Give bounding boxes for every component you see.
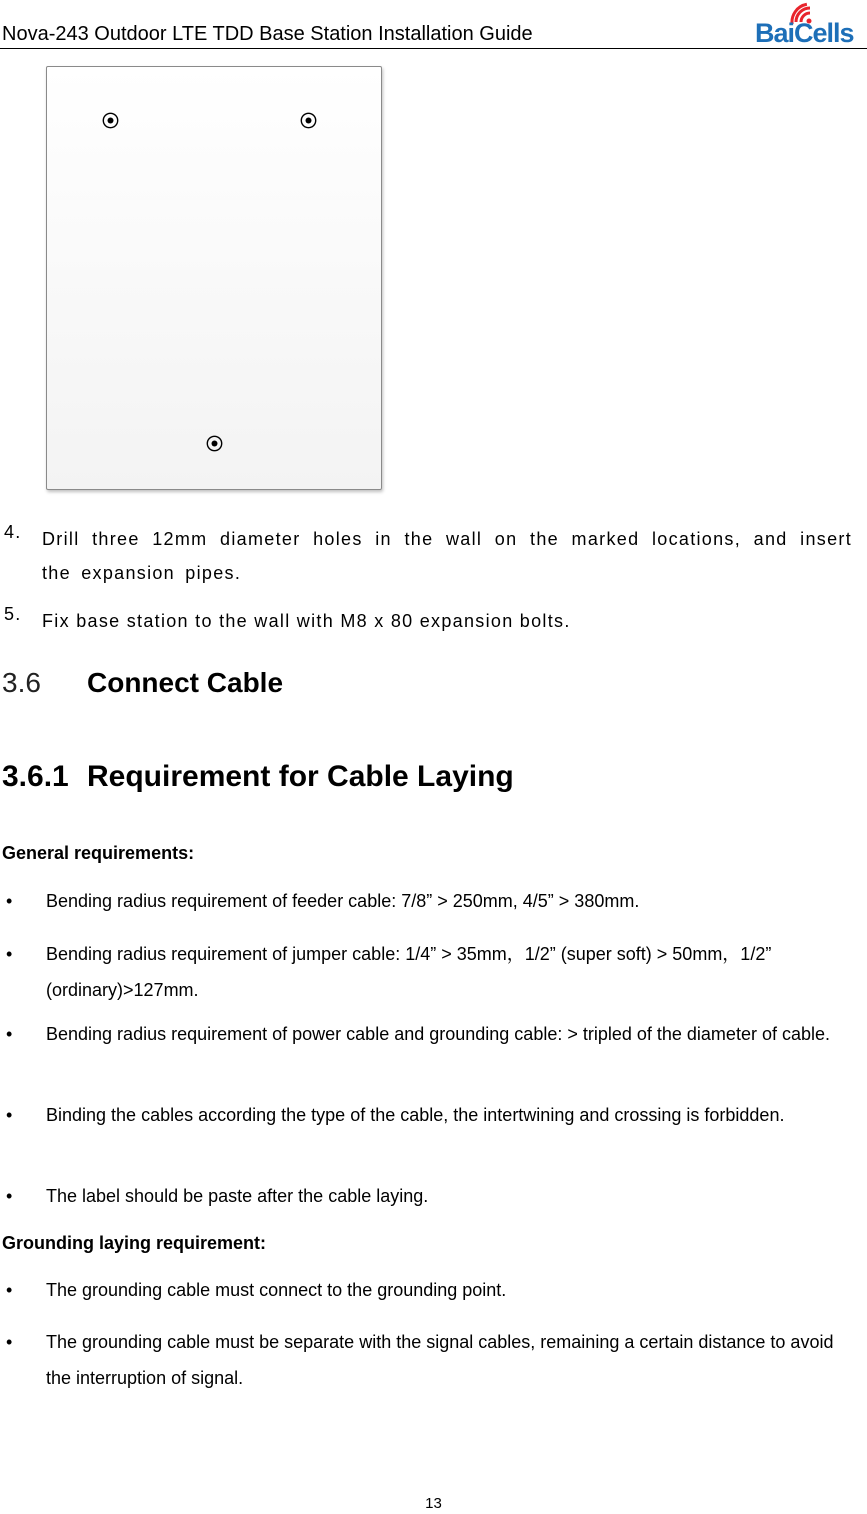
bullet-icon: • — [6, 1024, 13, 1044]
page-number: 13 — [425, 1495, 442, 1512]
baicells-logo — [752, 0, 862, 46]
step-number: 4. — [4, 522, 22, 542]
list-item-text: The grounding cable must connect to the grounding point. — [46, 1280, 507, 1300]
bullet-icon: • — [6, 891, 13, 911]
subsection-title: Requirement for Cable Laying — [87, 760, 514, 793]
bullet-icon: • — [6, 1186, 13, 1206]
document-title: Nova-243 Outdoor LTE TDD Base Station Installation Guide — [2, 23, 533, 45]
logo-wordmark: BaiCells — [755, 18, 854, 48]
section-number: 3.6 — [2, 667, 41, 698]
list-item-text: The label should be paste after the cable laying. — [46, 1186, 429, 1206]
step-number: 5. — [4, 604, 22, 624]
list-item-text: The grounding cable must be separate with the signal cables, remaining a certain distance to avoid the interruption of signal. — [46, 1332, 834, 1388]
bullet-icon: • — [6, 1105, 13, 1125]
header-divider — [0, 48, 867, 49]
drill-mark-top-left-icon — [102, 112, 119, 129]
subsection-number: 3.6.1 — [2, 760, 69, 793]
bullet-icon: • — [6, 1280, 13, 1300]
grounding-requirements-heading: Grounding laying requirement: — [2, 1233, 267, 1253]
bullet-icon: • — [6, 1332, 13, 1352]
drill-mark-top-right-icon — [300, 112, 317, 129]
bullet-icon: • — [6, 944, 13, 964]
step-text: Drill three 12mm diameter holes in the wall on the marked locations, and insert the expansion pipes. — [42, 529, 852, 583]
step-text: Fix base station to the wall with M8 x 80 expansion bolts. — [42, 611, 571, 631]
list-item-text: Binding the cables according the type of the cable, the intertwining and crossing is forbidden. — [46, 1105, 785, 1125]
list-item-text: Bending radius requirement of feeder cable: 7/8” > 250mm, 4/5” > 380mm. — [46, 891, 640, 911]
page-header — [0, 0, 867, 50]
section-title: Connect Cable — [87, 667, 284, 698]
list-item-text: Bending radius requirement of jumper cable: 1/4” > 35mm，1/2” (super soft) > 50mm，1/2” (ordinary)>127mm. — [46, 944, 772, 1000]
list-item-text: Bending radius requirement of power cable and grounding cable: > tripled of the diameter of cable. — [46, 1024, 830, 1044]
drill-mark-bottom-icon — [206, 435, 223, 452]
mounting-template-figure — [46, 66, 382, 490]
general-requirements-heading: General requirements: — [2, 843, 195, 863]
